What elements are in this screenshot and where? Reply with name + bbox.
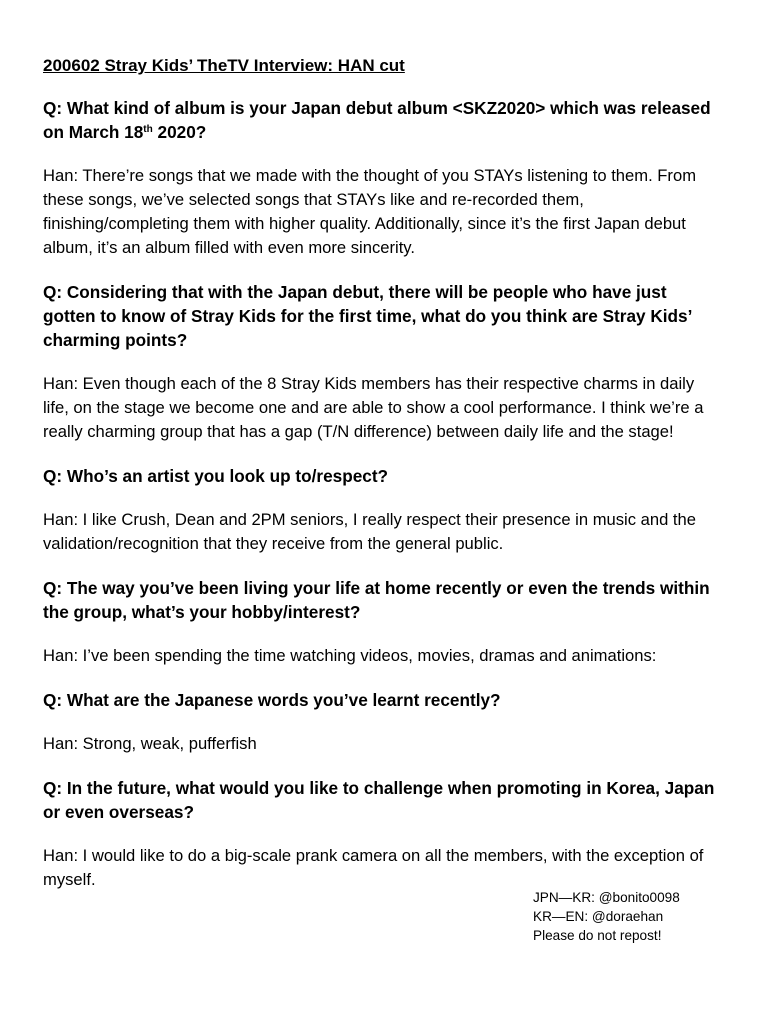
question-5: Q: What are the Japanese words you’ve learnt recently? (43, 690, 501, 710)
question-1-text: Q: What kind of album is your Japan debut album <SKZ2020> which was released on March 18 (43, 98, 711, 142)
question-3: Q: Who’s an artist you look up to/respect? (43, 466, 389, 486)
question-6: Q: In the future, what would you like to challenge when promoting in Korea, Japan or even overseas? (43, 778, 715, 822)
answer-4: Han: I’ve been spending the time watching videos, movies, dramas and animations: (43, 646, 657, 665)
question-1-text-end: 2020? (152, 122, 207, 142)
document-title: 200602 Stray Kids’ TheTV Interview: HAN cut (43, 56, 405, 75)
credit-jpn-kr: JPN—KR: @bonito0098 (533, 890, 680, 905)
question-2: Q: Considering that with the Japan debut, there will be people who have just gotten to know of Stray Kids for the first time, what do you think are Stray Kids’ charming points? (43, 282, 692, 350)
translation-credits (533, 888, 680, 945)
answer-6: Han: I would like to do a big-scale prank camera on all the members, with the exception of myself. (43, 846, 704, 889)
question-1 (43, 96, 723, 144)
repost-notice: Please do not repost! (533, 928, 662, 943)
document-body (43, 55, 723, 892)
credit-kr-en: KR—EN: @doraehan (533, 909, 664, 924)
question-1-superscript: th (143, 124, 153, 135)
answer-5: Han: Strong, weak, pufferfish (43, 734, 257, 753)
answer-2: Han: Even though each of the 8 Stray Kids members has their respective charms in daily life, on the stage we become one and are able to show a cool performance. I think we’re a really charming group that has a gap (T/N difference) between daily life and the stage! (43, 374, 704, 441)
answer-3: Han: I like Crush, Dean and 2PM seniors, I really respect their presence in music and the validation/recognition that they receive from the general public. (43, 510, 696, 553)
answer-1: Han: There’re songs that we made with the thought of you STAYs listening to them. From these songs, we’ve selected songs that STAYs like and re-recorded them, finishing/completing them with higher quality. Additionally, since it’s the first Japan debut album, it’s an album filled with even more sincerity. (43, 166, 697, 257)
question-4: Q: The way you’ve been living your life at home recently or even the trends within the group, what’s your hobby/interest? (43, 578, 710, 622)
